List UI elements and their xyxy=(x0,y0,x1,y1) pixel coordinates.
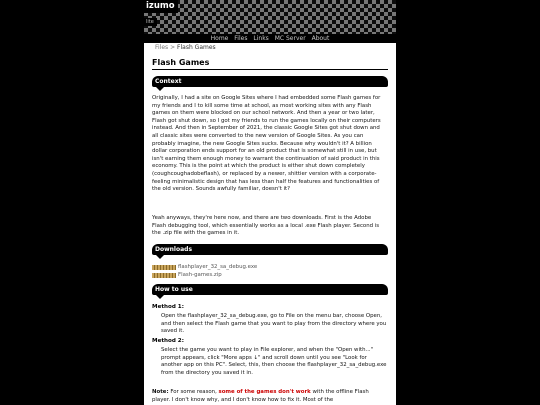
top-nav xyxy=(144,35,396,43)
downloads-heading: Downloads xyxy=(155,245,193,253)
note-text-b: with the offline Flash player. I don't know why, and I don't know how to fix it. Most of the xyxy=(152,389,369,403)
content-card xyxy=(144,43,396,405)
title-divider xyxy=(152,69,388,70)
note-label: Note: xyxy=(152,389,169,395)
method-1-label: Method 1: xyxy=(152,304,184,310)
note-paragraph xyxy=(152,389,388,404)
nav-files-link[interactable]: Files xyxy=(234,35,248,42)
nav-links-link[interactable]: Links xyxy=(253,35,269,42)
context-paragraph-2: Yeah anyways, they're here now, and there are two downloads. First is the Adobe Flash debugging tool, which essentially works as a local .exe Flash player. Second is the .zip file with the games in it. xyxy=(152,215,380,237)
context-paragraph-1: Originally, I had a site on Google Sites where I had embedded some Flash games for my friends and I to kill some time at school, as most working sites with any Flash games on them were blocked on our school network. And then a year or two later, Flash got shut down, so I got my friends to run the games locally on their computers instead. And then in September of 2021, the classic Google Sites got shut down and all classic sites were converted to the new version of Google Sites. As you can probably imagine, the new Google Sites sucks. Because why wouldn't it? A billion dollar corporation ends support for an old product that is somewhat still in use, but isn't earning them enough money to warrant the continuation of said product in this economy. This is the point at which the product is either shut down completely (coughcoughadobeflash), or replaced by a newer, shittier version with a corporate-feeling minimalistic design that has less than half the features and functionalities of the old version. Sounds awfully familiar, doesn't it? xyxy=(152,95,381,193)
method-2-label: Method 2: xyxy=(152,338,184,344)
context-section-header xyxy=(152,76,388,87)
context-heading: Context xyxy=(155,77,182,85)
breadcrumb-files-link[interactable]: Files xyxy=(155,44,169,51)
howto-section-header xyxy=(152,284,388,295)
download-item[interactable] xyxy=(152,264,257,271)
downloads-section-header xyxy=(152,244,388,255)
download-badge-icon xyxy=(152,265,176,270)
download-link-flash-games-zip[interactable]: Flash-games.zip xyxy=(178,272,222,278)
note-text-a: For some reason, xyxy=(168,389,219,395)
download-item[interactable] xyxy=(152,272,222,279)
download-link-flashplayer[interactable]: flashplayer_32_sa_debug.exe xyxy=(178,264,258,270)
note-highlight: some of the games don't work xyxy=(218,389,311,395)
howto-heading: How to use xyxy=(155,285,193,293)
breadcrumb-separator: > xyxy=(170,44,176,51)
breadcrumb-current: Flash Games xyxy=(177,44,216,51)
header-banner xyxy=(144,0,396,34)
breadcrumb xyxy=(155,44,216,51)
nav-mc-server-link[interactable]: MC Server xyxy=(274,35,306,42)
page-title: Flash Games xyxy=(152,58,210,67)
site-logo-subtitle: lite xyxy=(144,18,157,26)
download-badge-icon xyxy=(152,273,176,278)
nav-about-link[interactable]: About xyxy=(311,35,330,42)
nav-home-link[interactable]: Home xyxy=(210,35,229,42)
site-logo[interactable]: izumo xyxy=(144,0,178,13)
method-1-text: Open the flashplayer_32_sa_debug.exe, go to File on the menu bar, choose Open, and then select the Flash game that you want to play from the directory where you saved it. xyxy=(161,313,387,335)
method-2-text: Select the game you want to play in File explorer, and when the "Open with..." prompt appears, click "More apps ↓" and scroll down until you see "Look for another app on this PC". Select, this, then choose the flashplayer_32_sa_debug.exe from the directory you saved it in. xyxy=(161,347,387,376)
